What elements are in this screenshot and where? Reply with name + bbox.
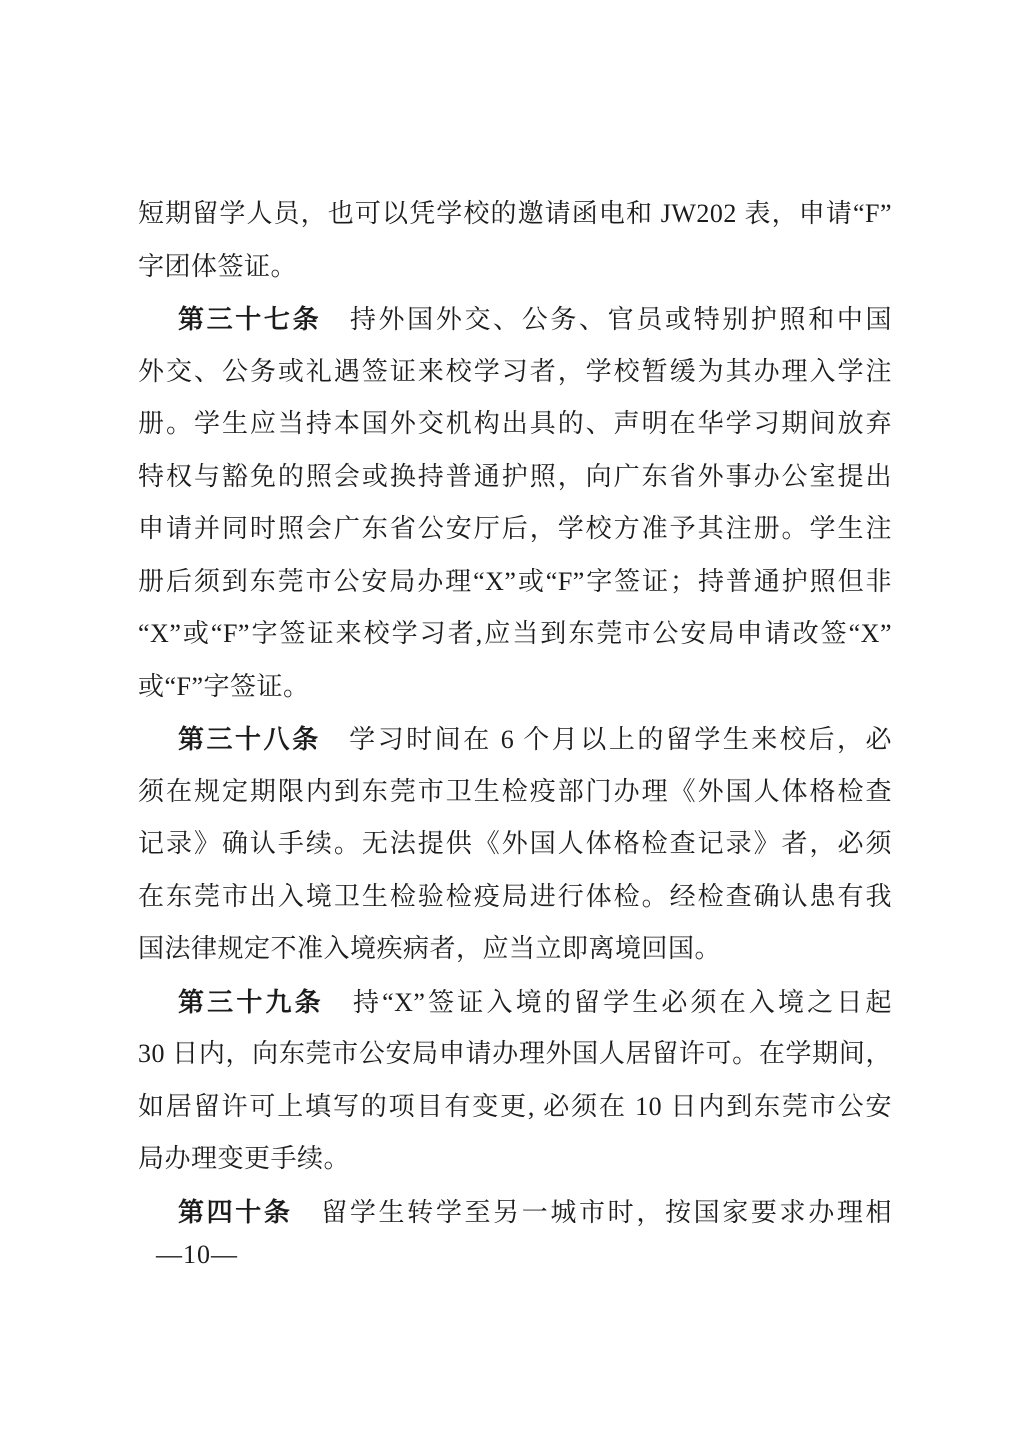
body-text: 申请并同时照会广东省公安厅后，学校方准予其注册。学生注 xyxy=(138,514,892,543)
body-text: 持“X”签证入境的留学生必须在入境之日起 xyxy=(323,987,892,1017)
body-text: 册。学生应当持本国外交机构出具的、声明在华学习期间放弃 xyxy=(138,409,892,438)
body-text: 如居留许可上填写的项目有变更, 必须在 10 日内到东莞市公安 xyxy=(138,1091,892,1121)
body-text: 册后须到东莞市公安局办理“X”或“F”字签证；持普通护照但非 xyxy=(138,566,892,596)
text-line xyxy=(138,661,892,714)
text-line xyxy=(138,556,892,609)
text-line xyxy=(138,346,892,399)
body-text: 须在规定期限内到东莞市卫生检疫部门办理《外国人体格检查 xyxy=(138,776,892,806)
body-text: 在东莞市出入境卫生检验检疫局进行体检。经检查确认患有我 xyxy=(138,881,892,911)
text-line xyxy=(138,871,892,924)
document-body xyxy=(138,188,892,1238)
body-text: 特权与豁免的照会或换持普通护照，向广东省外事办公室提出 xyxy=(138,461,892,491)
body-text: 外交、公务或礼遇签证来校学习者，学校暂缓为其办理入学注 xyxy=(138,356,892,386)
body-text: 或“F”字签证。 xyxy=(138,671,310,701)
text-line xyxy=(138,923,892,976)
text-line xyxy=(138,766,892,819)
page-number: —10— xyxy=(156,1240,238,1269)
text-line xyxy=(138,398,892,451)
article-number-label: 第三十七条 xyxy=(178,304,322,334)
text-line xyxy=(138,976,892,1029)
body-text: 短期留学人员，也可以凭学校的邀请函电和 JW202 表，申请“F” xyxy=(138,199,892,228)
body-text: 持外国外交、公务、官员或特别护照和中国 xyxy=(321,305,892,334)
body-text: 局办理变更手续。 xyxy=(138,1144,351,1173)
text-line xyxy=(138,713,892,766)
text-line xyxy=(138,1133,892,1186)
text-line xyxy=(138,1081,892,1134)
text-line xyxy=(138,818,892,871)
body-text: 字团体签证。 xyxy=(138,251,298,281)
text-line xyxy=(138,503,892,556)
article-number-label: 第四十条 xyxy=(178,1196,293,1227)
body-text: 留学生转学至另一城市时，按国家要求办理相 xyxy=(292,1197,892,1227)
text-line xyxy=(138,1028,892,1081)
text-line xyxy=(138,451,892,504)
text-line xyxy=(138,293,892,346)
body-text: “X”或“F”字签证来校学习者,应当到东莞市公安局申请改签“X” xyxy=(138,619,892,648)
text-line xyxy=(138,608,892,661)
article-number-label: 第三十九条 xyxy=(178,986,324,1017)
body-text: 国法律规定不准入境疾病者，应当立即离境回国。 xyxy=(138,934,722,963)
article-number-label: 第三十八条 xyxy=(178,724,321,754)
body-text: 学习时间在 6 个月以上的留学生来校后，必 xyxy=(320,725,892,754)
text-line xyxy=(138,241,892,294)
text-line xyxy=(138,1186,892,1239)
text-line xyxy=(138,188,892,241)
body-text: 记录》确认手续。无法提供《外国人体格检查记录》者，必须 xyxy=(138,829,892,858)
body-text: 30 日内，向东莞市公安局申请办理外国人居留许可。在学期间， xyxy=(138,1039,892,1068)
